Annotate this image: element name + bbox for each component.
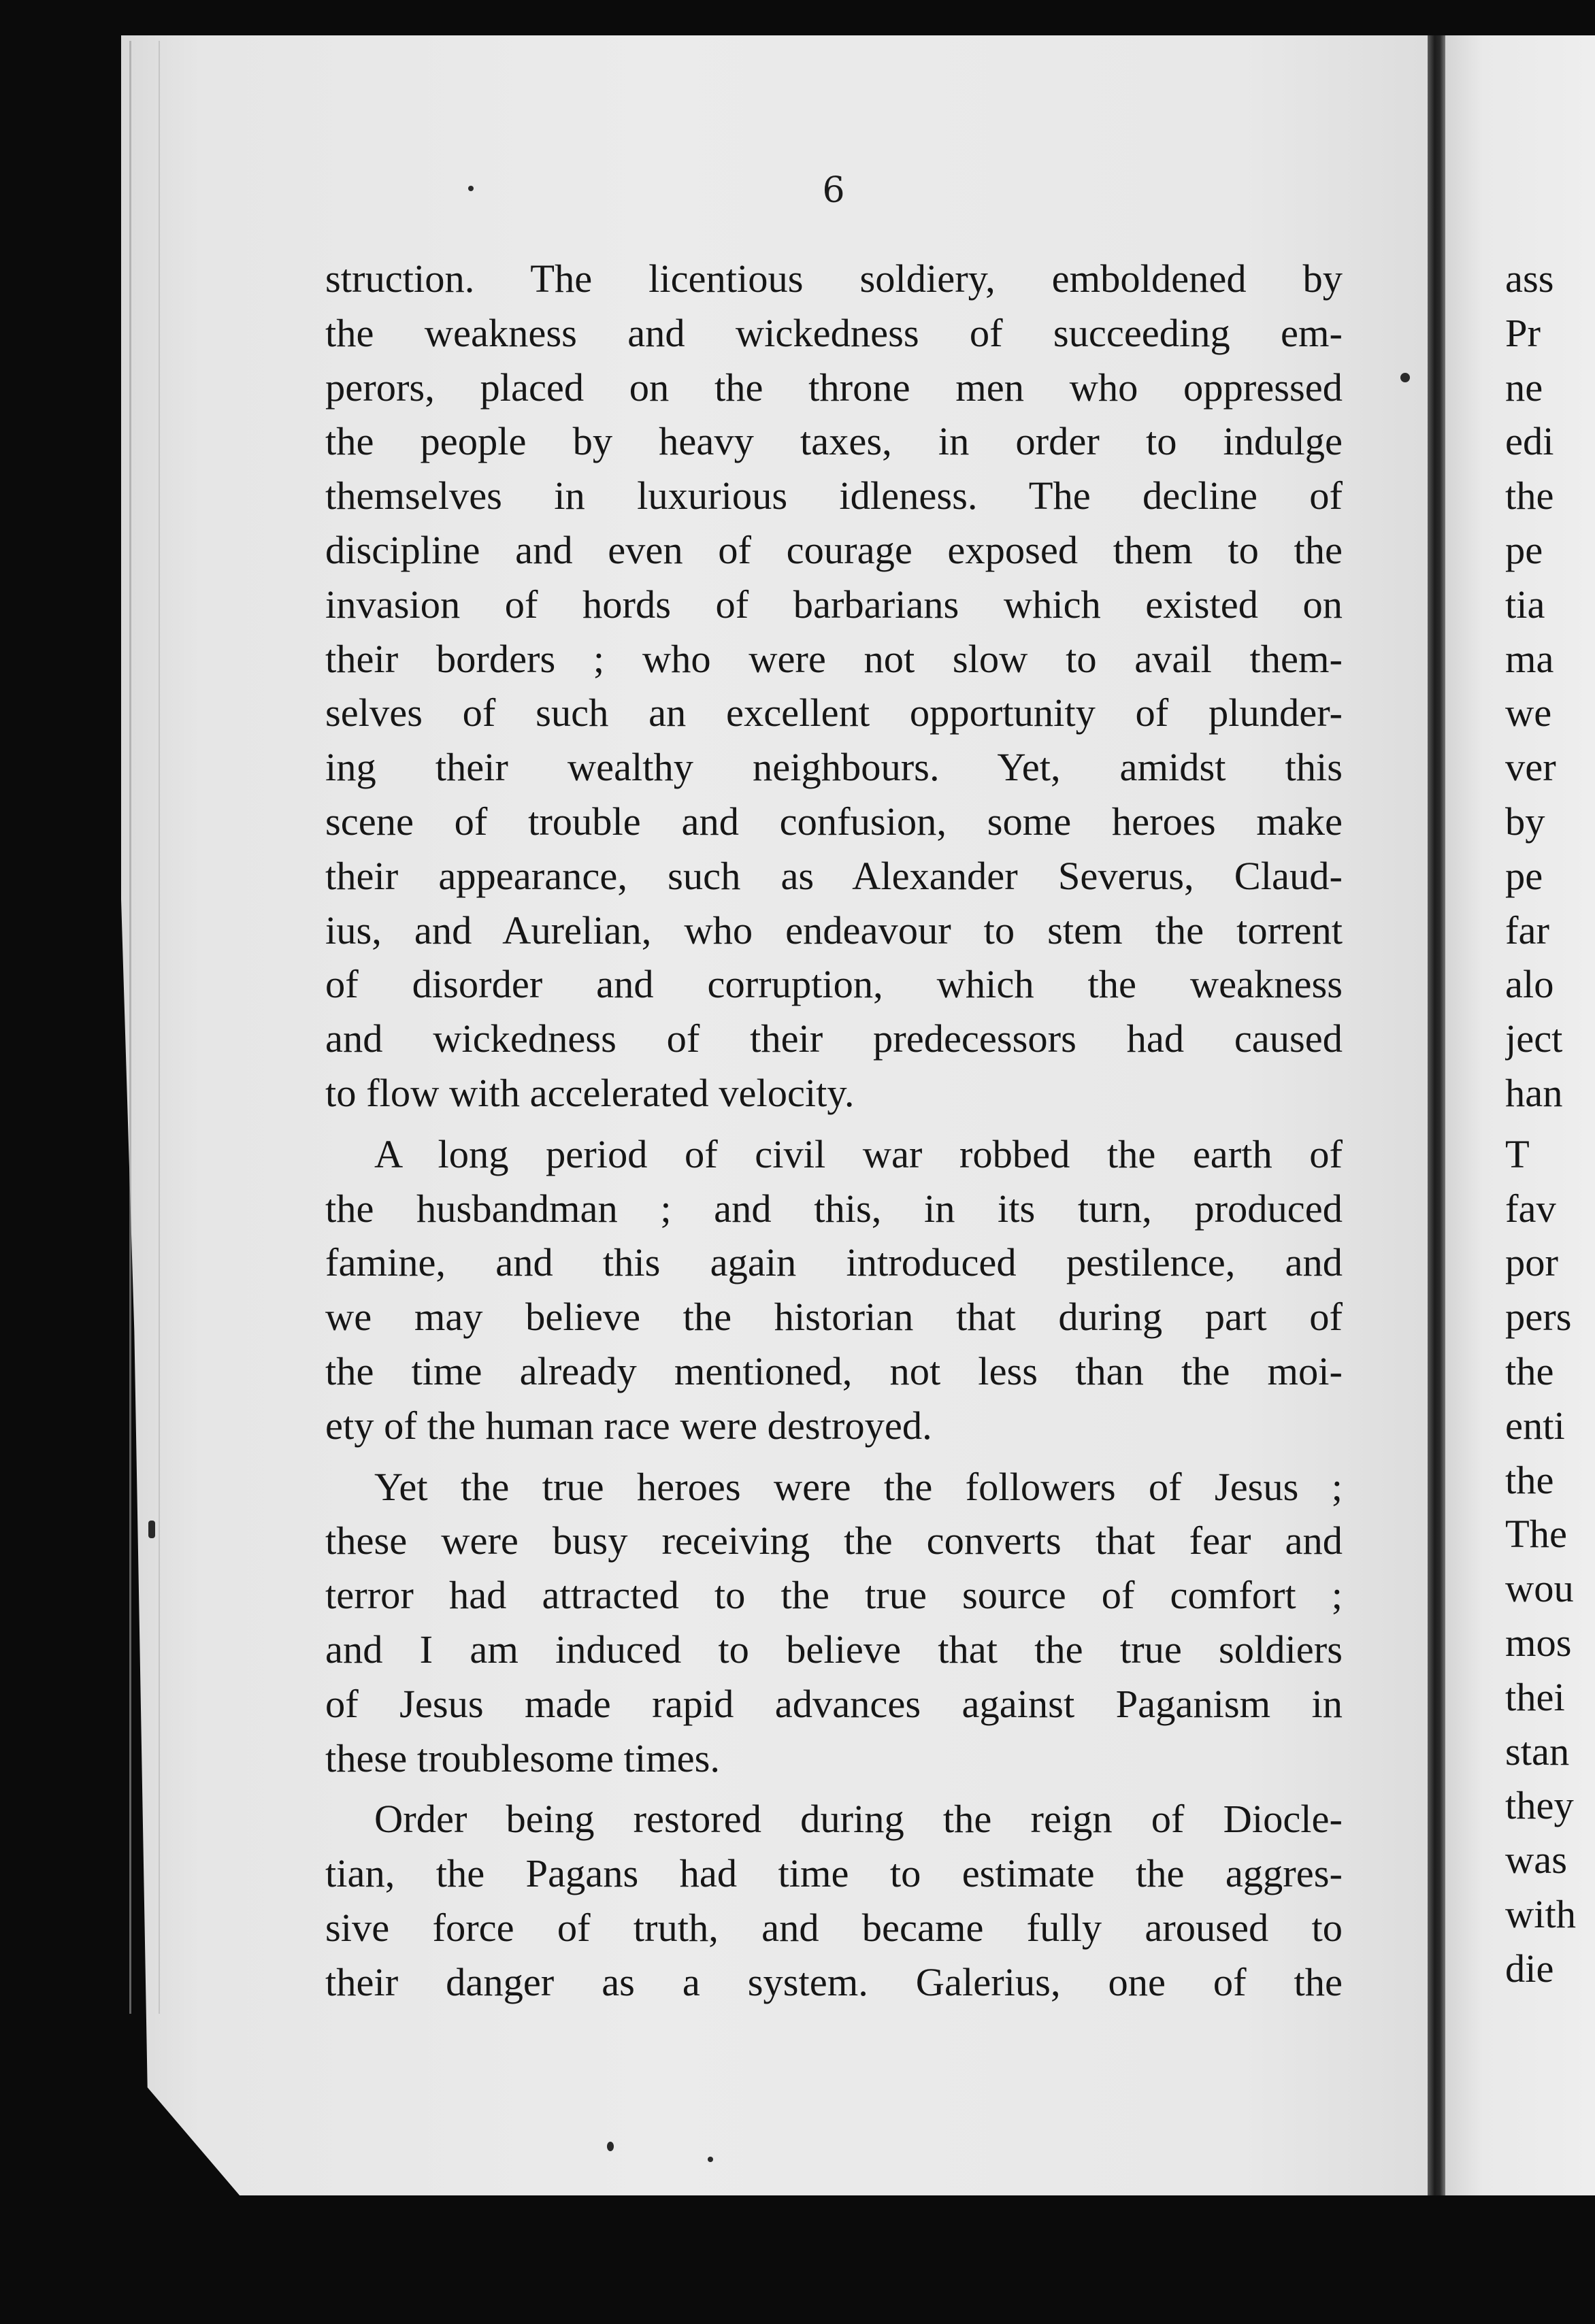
right-text-line: mos [1505, 1620, 1572, 1665]
text-line: invasion of hords of barbarians which existed on [325, 582, 1343, 627]
text-line: famine, and this again introduced pestilence, and [325, 1240, 1343, 1285]
text-line: their borders ; who were not slow to avail them- [325, 636, 1343, 681]
main-text-column [325, 252, 1343, 2010]
right-text-line: alo [1505, 962, 1554, 1007]
right-text-line: the [1505, 474, 1554, 518]
text-line: their appearance, such as Alexander Severus, Claud- [325, 853, 1343, 898]
book-gutter [1428, 35, 1445, 2195]
page-edge-lines [129, 41, 160, 2014]
text-line: selves of such an excellent opportunity of plunder- [325, 691, 1343, 735]
right-page-text-fragment [1505, 252, 1595, 1996]
right-text-line: por [1505, 1240, 1558, 1285]
text-line: of Jesus made rapid advances against Paganism in [325, 1681, 1343, 1726]
right-text-line: Pr [1505, 310, 1541, 355]
scan-border [0, 2197, 1595, 2324]
text-line: ing their wealthy neighbours. Yet, amidst this [325, 745, 1343, 790]
text-line: ety of the human race were destroyed. [325, 1403, 932, 1448]
text-line: the weakness and wickedness of succeeding em- [325, 310, 1343, 355]
right-text-line: pe [1505, 853, 1543, 898]
text-line: A long period of civil war robbed the earth of [374, 1131, 1343, 1176]
scan-speck [607, 2142, 614, 2151]
right-text-line: ma [1505, 636, 1554, 681]
paragraph-gap [325, 1453, 1343, 1460]
right-text-line: by [1505, 799, 1545, 844]
scan-speck [148, 1521, 155, 1538]
text-line: these troublesome times. [325, 1736, 721, 1780]
text-line: tian, the Pagans had time to estimate the aggres- [325, 1851, 1343, 1896]
text-line: Order being restored during the reign of Diocle- [374, 1797, 1343, 1842]
scan-speck [708, 2157, 713, 2162]
page-number: 6 [822, 170, 845, 211]
right-text-line: was [1505, 1838, 1567, 1882]
text-line: scene of trouble and confusion, some heroes make [325, 799, 1343, 844]
right-text-line: wou [1505, 1566, 1574, 1611]
right-text-line: pers [1505, 1295, 1572, 1340]
text-line: the time already mentioned, not less than the moi- [325, 1348, 1343, 1393]
scan-speck [1400, 373, 1410, 382]
right-text-line: the [1505, 1457, 1554, 1502]
right-text-line: die [1505, 1946, 1554, 1991]
right-text-line: tia [1505, 582, 1545, 627]
right-text-line: edi [1505, 419, 1554, 464]
text-line: of disorder and corruption, which the weakness [325, 962, 1343, 1007]
text-line: the people by heavy taxes, in order to indulge [325, 419, 1343, 464]
text-line: the husbandman ; and this, in its turn, produced [325, 1186, 1343, 1231]
text-line: discipline and even of courage exposed them to the [325, 527, 1343, 572]
right-text-line: ver [1505, 745, 1556, 790]
paragraph-gap [325, 1120, 1343, 1127]
right-text-line: they [1505, 1783, 1574, 1828]
text-line: and wickedness of their predecessors had caused [325, 1016, 1343, 1061]
right-text-line: enti [1505, 1403, 1565, 1448]
right-text-line: thei [1505, 1674, 1565, 1719]
text-line: to flow with accelerated velocity. [325, 1070, 855, 1115]
right-text-line: ne [1505, 365, 1543, 410]
right-text-line: T [1505, 1131, 1530, 1176]
right-text-line: pe [1505, 527, 1543, 572]
text-line: sive force of truth, and became fully aroused to [325, 1905, 1343, 1950]
text-line: we may believe the historian that during part of [325, 1295, 1343, 1340]
right-text-line: ass [1505, 256, 1554, 301]
text-line: perors, placed on the throne men who oppressed [325, 365, 1343, 410]
right-text-line: han [1505, 1070, 1563, 1115]
text-line: and I am induced to believe that the true soldiers [325, 1627, 1343, 1672]
right-text-line: fav [1505, 1186, 1556, 1231]
text-line: Yet the true heroes were the followers of Jesus ; [374, 1464, 1343, 1509]
text-line: terror had attracted to the true source of comfort ; [325, 1573, 1343, 1618]
right-text-line: The [1505, 1512, 1567, 1557]
right-text-line: ject [1505, 1016, 1563, 1061]
text-line: struction. The licentious soldiery, emboldened by [325, 256, 1343, 301]
right-text-line: far [1505, 908, 1549, 952]
right-text-line: we [1505, 691, 1552, 735]
text-line: their danger as a system. Galerius, one of the [325, 1959, 1343, 2004]
text-line: ius, and Aurelian, who endeavour to stem the torrent [325, 908, 1343, 952]
scan-speck [468, 186, 474, 191]
right-text-line: stan [1505, 1729, 1570, 1774]
right-text-line: with [1505, 1891, 1577, 1936]
paragraph-gap [325, 1785, 1343, 1792]
text-line: these were busy receiving the converts that fear and [325, 1518, 1343, 1563]
text-line: themselves in luxurious idleness. The decline of [325, 474, 1343, 518]
right-text-line: the [1505, 1348, 1554, 1393]
